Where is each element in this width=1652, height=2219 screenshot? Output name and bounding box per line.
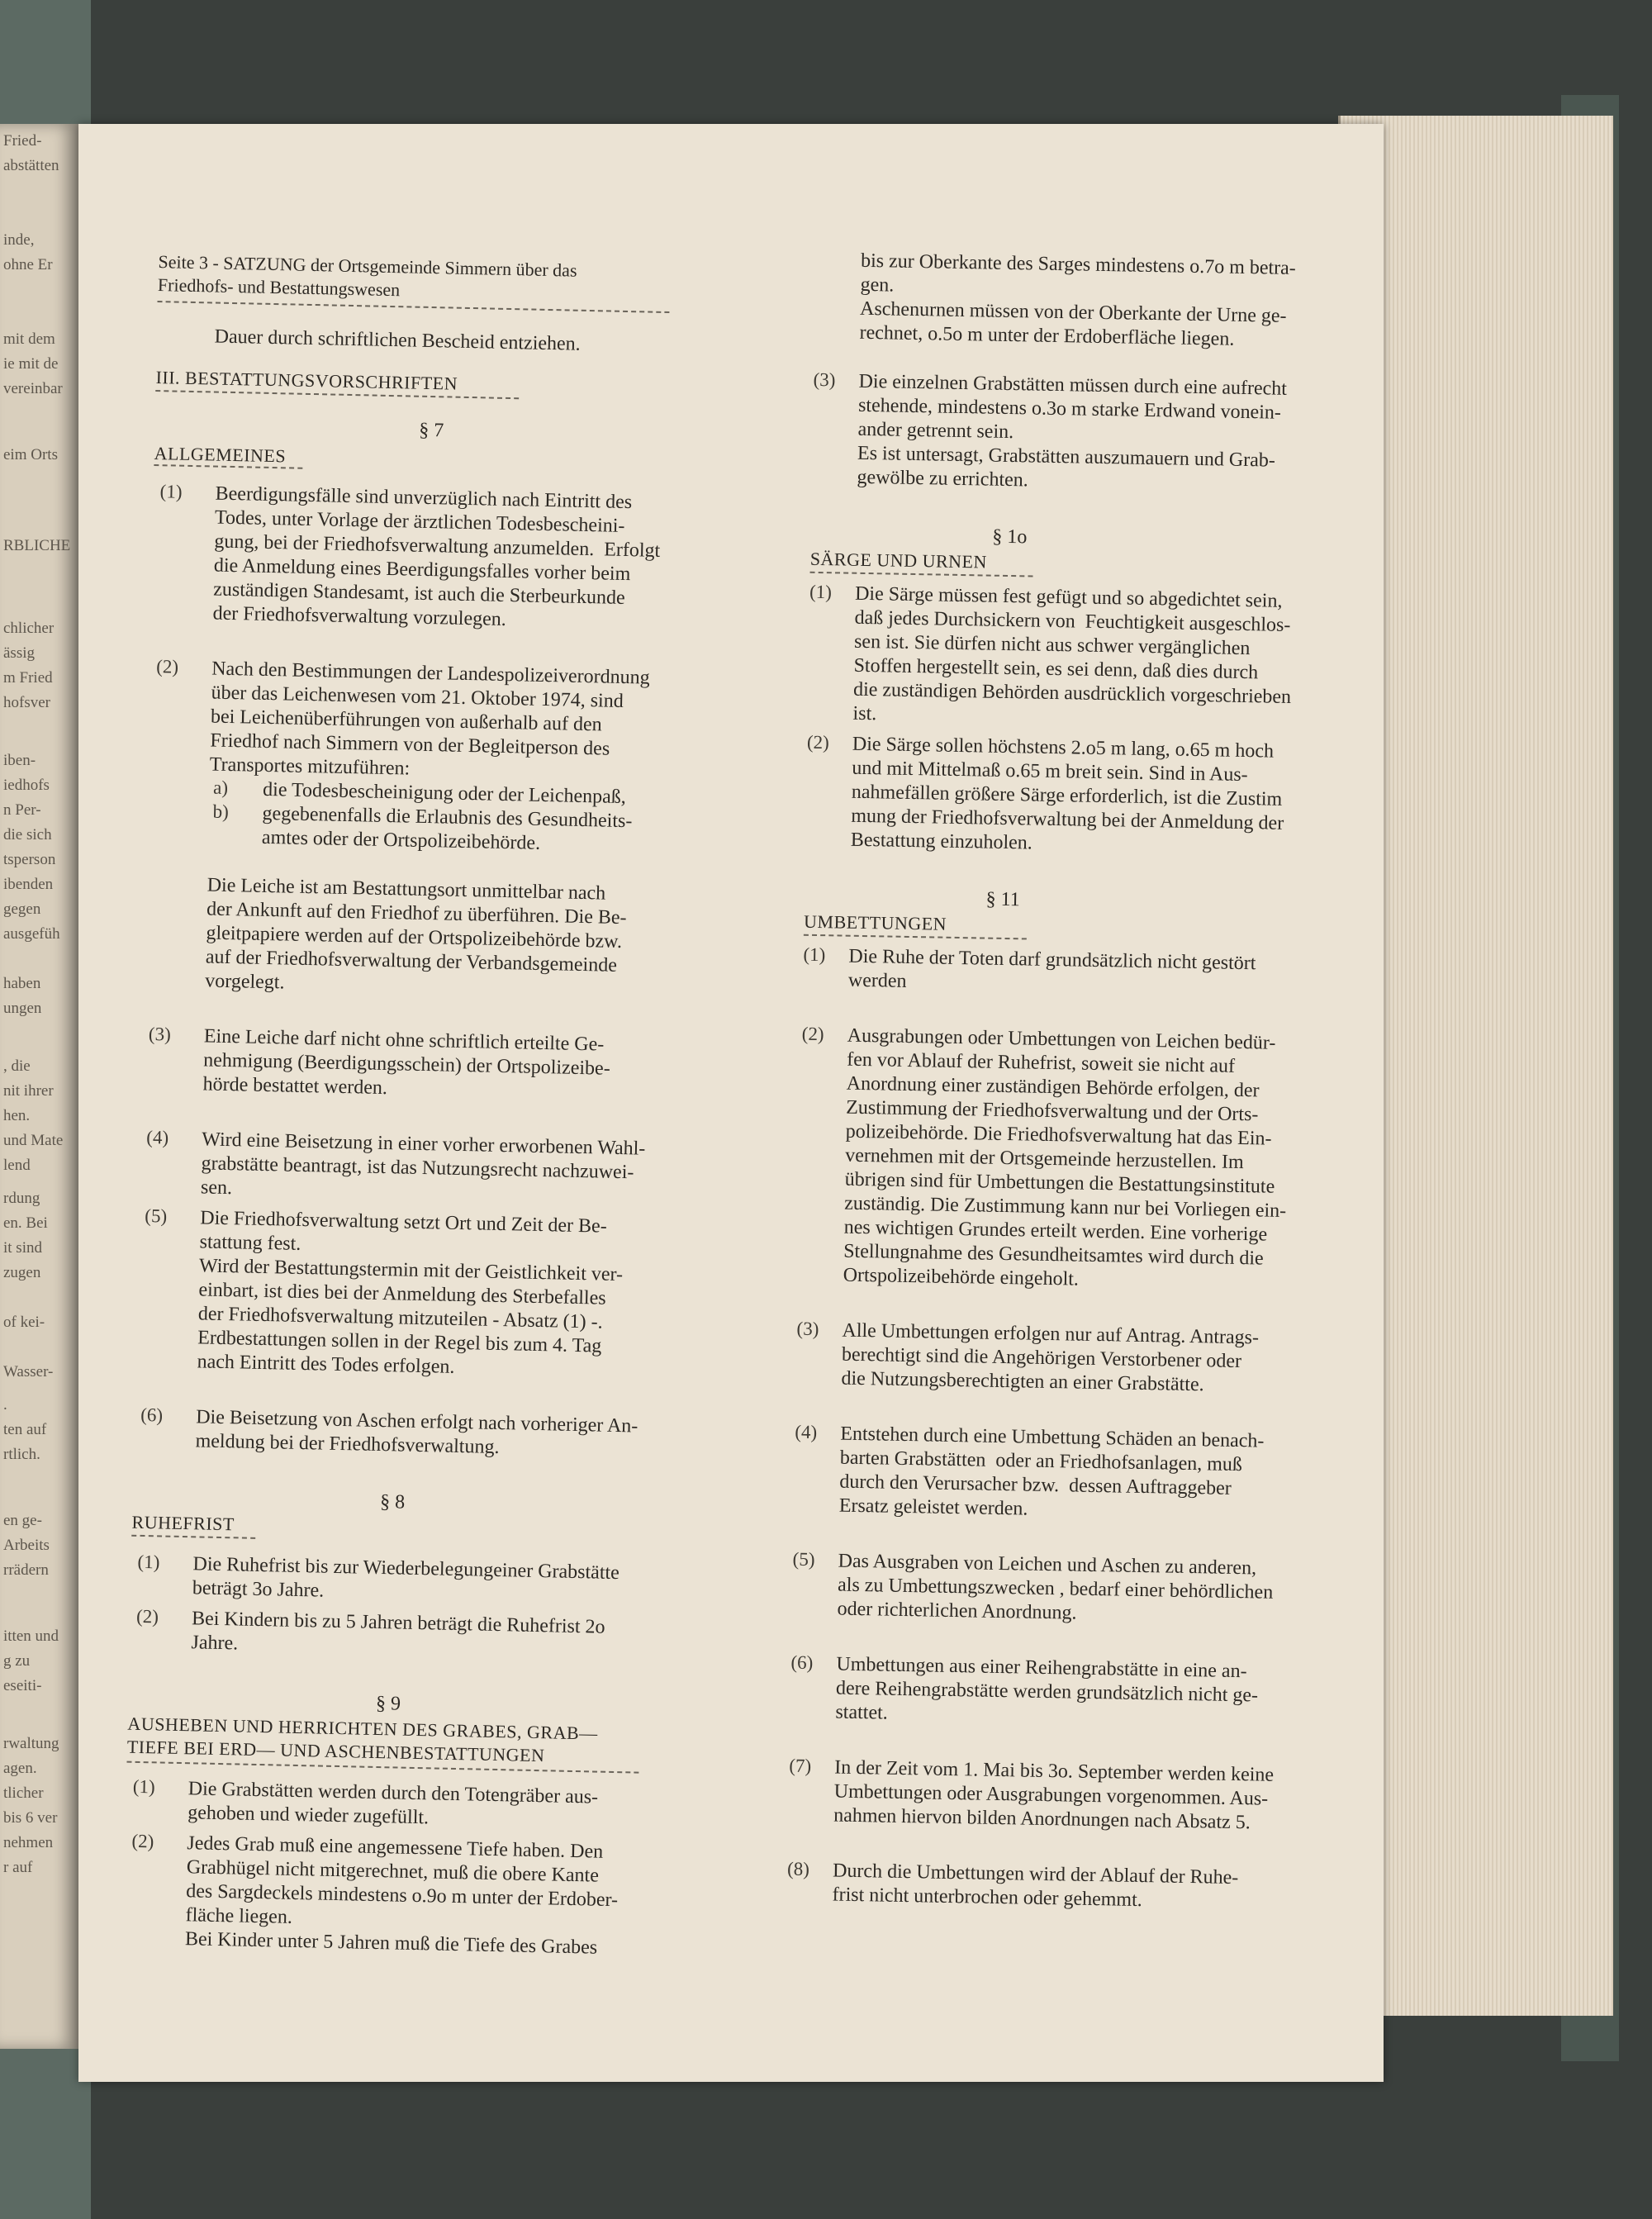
paragraph-line: der Friedhofsverwaltung vorzulegen. bbox=[212, 602, 507, 630]
paragraph-line: Bei Kindern bis zu 5 Jahren beträgt die Ruhefrist 2o bbox=[191, 1608, 605, 1638]
paragraph-line: sen ist. Sie dürfen nicht aus schwer vergänglichen bbox=[853, 630, 1251, 660]
left-column bbox=[78, 124, 772, 2082]
paragraph-line: Die Friedhofsverwaltung setzt Ort und Zeit der Be- bbox=[200, 1207, 607, 1238]
paragraph-number: (7) bbox=[789, 1755, 812, 1777]
paragraph-line: Umbettungen oder Ausgrabungen vorgenommen. Aus- bbox=[833, 1780, 1269, 1810]
paragraph-line: Die Ruhe der Toten darf grundsätzlich nicht gestört bbox=[848, 945, 1256, 975]
left-page-text: itten und bbox=[3, 1627, 59, 1645]
paragraph-line: Anordnung einer zuständigen Behörde erfolgen, der bbox=[846, 1072, 1260, 1102]
left-page-text: ausgefüh bbox=[3, 925, 60, 943]
paragraph-line: Durch die Umbettungen wird der Ablauf der Ruhe- bbox=[832, 1860, 1239, 1889]
paragraph-line: Zustimmung der Friedhofsverwaltung und der Orts- bbox=[846, 1096, 1259, 1126]
left-page-text: of kei- bbox=[3, 1314, 45, 1331]
paragraph-line: einbart, ist dies bei der Anmeldung des Sterbefalles bbox=[198, 1279, 606, 1309]
paragraph-number: (6) bbox=[140, 1404, 164, 1426]
left-page-text: rtlich. bbox=[3, 1446, 40, 1463]
paragraph-line: Die Beisetzung von Aschen erfolgt nach vorheriger An- bbox=[195, 1406, 638, 1437]
left-page-text: zugen bbox=[3, 1264, 41, 1281]
paragraph-line: Das Ausgraben von Leichen und Aschen zu anderen, bbox=[838, 1550, 1257, 1580]
left-page-text: ohne Er bbox=[3, 256, 53, 273]
header-line: Friedhofs- und Bestattungswesen bbox=[157, 274, 401, 301]
left-page-text: abstätten bbox=[3, 157, 59, 174]
left-page-text: iben- bbox=[3, 752, 36, 769]
paragraph-line: Die Ruhefrist bis zur Wiederbelegungeiner Grabstätte bbox=[192, 1553, 620, 1585]
left-page-text: Arbeits bbox=[3, 1537, 50, 1554]
left-page-text: rrädern bbox=[3, 1561, 49, 1579]
paragraph-line: als zu Umbettungszwecken , bedarf einer behördlichen bbox=[837, 1574, 1274, 1604]
paragraph-line: fen vor Ablauf der Ruhefrist, soweit sie nicht auf bbox=[847, 1048, 1236, 1077]
left-page-text: chlicher bbox=[3, 620, 55, 637]
left-page-text: eim Orts bbox=[3, 446, 58, 463]
paragraph-line: durch den Verursacher bzw. dessen Auftraggeber bbox=[839, 1471, 1232, 1499]
paragraph-line: frist nicht unterbrochen oder gehemmt. bbox=[832, 1884, 1142, 1912]
paragraph-line: Friedhof nach Simmern von der Begleitperson des bbox=[210, 729, 610, 760]
left-page-text: RBLICHE bbox=[3, 537, 71, 554]
paragraph-line: polizeibehörde. Die Friedhofsverwaltung hat das Ein- bbox=[845, 1120, 1272, 1150]
left-page-text: ungen bbox=[3, 1000, 42, 1017]
document-page bbox=[78, 124, 1384, 2082]
paragraph-line: bis zur Oberkante des Sarges mindestens o.7o m betra- bbox=[860, 249, 1297, 279]
left-page-text: Wasser- bbox=[3, 1363, 54, 1380]
left-page-text: eseiti- bbox=[3, 1677, 42, 1694]
left-page-text: ten auf bbox=[3, 1421, 47, 1438]
paragraph-line: nes wichtigen Grundes erteilt werden. Eine vorherige bbox=[843, 1216, 1268, 1246]
paragraph-line: nahmefällen größere Särge erforderlich, ist die Zustim bbox=[851, 781, 1283, 810]
paragraph-line: stattet. bbox=[835, 1701, 889, 1724]
paragraph-line: Ersatz geleistet werden. bbox=[838, 1494, 1028, 1520]
section-title: UMBETTUNGEN bbox=[803, 910, 947, 934]
left-page-text: nehmen bbox=[3, 1834, 54, 1851]
paragraph-line: meldung bei der Friedhofsverwaltung. bbox=[195, 1430, 500, 1459]
paragraph-number: (5) bbox=[792, 1548, 815, 1570]
left-page-text: agen. bbox=[3, 1760, 37, 1777]
paragraph-line: Wird eine Beisetzung in einer vorher erworbenen Wahl- bbox=[202, 1129, 646, 1160]
paragraph-line: Stellungnahme des Gesundheitsamtes wird durch die bbox=[843, 1240, 1264, 1270]
left-page-text: iedhofs bbox=[3, 777, 50, 794]
paragraph-line: gehoben und wieder zugefüllt. bbox=[187, 1802, 430, 1829]
paragraph-line: bei Leichenüberführungen von außerhalb auf den bbox=[210, 706, 602, 736]
left-page-text: n Per- bbox=[3, 801, 41, 819]
paragraph-line: Bei Kinder unter 5 Jahren muß die Tiefe des Grabes bbox=[184, 1928, 598, 1959]
left-page-text: mit dem bbox=[3, 330, 55, 348]
chapter-heading: III. BESTATTUNGSVORSCHRIFTEN bbox=[155, 367, 458, 394]
paragraph-line: Jahre. bbox=[191, 1632, 239, 1655]
list-item: amtes oder der Ortspolizeibehörde. bbox=[261, 826, 541, 854]
left-page-text: tlicher bbox=[3, 1784, 44, 1802]
section-title: AUSHEBEN UND HERRICHTEN DES GRABES, GRAB— bbox=[127, 1713, 598, 1744]
paragraph-number: (2) bbox=[156, 656, 179, 677]
left-page-text: vereinbar bbox=[3, 380, 63, 397]
paragraph-line: gung, bei der Friedhofsverwaltung anzumelden. Erfolgt bbox=[214, 530, 661, 562]
document-body bbox=[78, 124, 1384, 2082]
paragraph-line: Ausgrabungen oder Umbettungen von Leichen bedür- bbox=[847, 1024, 1276, 1054]
list-label: a) bbox=[212, 777, 229, 798]
left-page-text: en. Bei bbox=[3, 1214, 48, 1232]
left-page-text: hofsver bbox=[3, 694, 50, 711]
left-page-text: rdung bbox=[3, 1190, 40, 1207]
paragraph-line: die Nutzungsberechtigten an einer Grabstätte. bbox=[841, 1367, 1204, 1396]
paragraph-number: (3) bbox=[796, 1318, 819, 1340]
header-rule bbox=[157, 301, 669, 313]
paragraph-line: Grabhügel nicht mitgerechnet, muß die obere Kante bbox=[186, 1856, 600, 1887]
left-page-text: nit ihrer bbox=[3, 1082, 54, 1100]
paragraph-line: nehmigung (Beerdigungsschein) der Ortspolizeibe- bbox=[203, 1049, 610, 1080]
section-title: TIEFE BEI ERD— UND ASCHENBESTATTUNGEN bbox=[126, 1736, 545, 1766]
paragraph-line: Die einzelnen Grabstätten müssen durch eine aufrecht bbox=[858, 370, 1288, 400]
paragraph-line: vorgelegt. bbox=[205, 970, 285, 994]
paragraph-line: Nach den Bestimmungen der Landespolizeiverordnung bbox=[211, 658, 650, 689]
left-page-text: inde, bbox=[3, 231, 35, 249]
paragraph-line: stattung fest. bbox=[199, 1231, 301, 1255]
left-page-text: it sind bbox=[3, 1239, 42, 1257]
paragraph-line: Aschenurnen müssen von der Oberkante der Urne ge- bbox=[859, 297, 1287, 327]
paragraph-number: (2) bbox=[801, 1023, 824, 1045]
paragraph-line: In der Zeit vom 1. Mai bis 3o. September werden keine bbox=[834, 1756, 1275, 1786]
paragraph-number: (3) bbox=[148, 1024, 172, 1045]
left-page-text: ie mit de bbox=[3, 355, 59, 373]
list-label: b) bbox=[212, 801, 230, 822]
paragraph-line: zuständig. Die Zustimmung kann nur bei Vorliegen ein- bbox=[843, 1192, 1287, 1222]
paragraph-number: (6) bbox=[790, 1651, 814, 1674]
left-page-text: haben bbox=[3, 975, 41, 992]
paragraph-number: (1) bbox=[809, 581, 833, 603]
paragraph-line: ander getrennt sein. bbox=[857, 418, 1014, 444]
paragraph-line: Jedes Grab muß eine angemessene Tiefe haben. Den bbox=[187, 1832, 604, 1863]
paragraph-line: dere Reihengrabstätte werden grundsätzlich nicht ge- bbox=[835, 1677, 1259, 1707]
paragraph-line: Stoffen hergestellt sein, es sei denn, daß dies durch bbox=[853, 654, 1259, 684]
paragraph-line: mung der Friedhofsverwaltung bei der Anmeldung der bbox=[851, 805, 1284, 834]
paragraph-line: nahmen hiervon bilden Anordnungen nach Absatz 5. bbox=[833, 1804, 1251, 1834]
paragraph-line: beträgt 3o Jahre. bbox=[192, 1577, 325, 1602]
paragraph-line: berechtigt sind die Angehörigen Verstorbener oder bbox=[841, 1343, 1242, 1373]
paragraph-line: rechnet, o.5o m unter der Erdoberfläche liegen. bbox=[859, 321, 1235, 350]
left-page-text: , die bbox=[3, 1057, 31, 1075]
left-page-text: bis 6 ver bbox=[3, 1809, 58, 1827]
paragraph-line: grabstätte beantragt, ist das Nutzungsrecht nachzuwei- bbox=[201, 1152, 634, 1184]
paragraph-line: Bestattung einzuholen. bbox=[850, 829, 1033, 854]
left-page-text: und Mate bbox=[3, 1132, 64, 1149]
paragraph-line: ist. bbox=[852, 702, 877, 725]
paragraph-line: stehende, mindestens o.3o m starke Erdwand vonein- bbox=[857, 394, 1282, 424]
paragraph-number: (2) bbox=[131, 1830, 154, 1852]
paragraph-line: zuständigen Standesamt, ist auch die Sterbeurkunde bbox=[212, 578, 625, 609]
paragraph-number: (2) bbox=[135, 1605, 159, 1627]
paragraph-line: Umbettungen aus einer Reihengrabstätte in eine an- bbox=[836, 1653, 1247, 1683]
paragraph-line: Transportes mitzuführen: bbox=[209, 753, 411, 780]
paragraph-line: die zuständigen Behörden ausdrücklich vorgeschrieben bbox=[852, 678, 1292, 708]
list-item: gegebenenfalls die Erlaubnis des Gesundheits- bbox=[262, 802, 633, 833]
left-page-text: ässig bbox=[3, 644, 35, 662]
paragraph-number: (4) bbox=[795, 1421, 818, 1443]
left-page-text: die sich bbox=[3, 826, 52, 843]
left-page-text: tsperson bbox=[3, 851, 56, 868]
right-column bbox=[743, 124, 1379, 2082]
left-page-text: r auf bbox=[3, 1859, 33, 1876]
paragraph-line: Die Grabstätten werden durch den Totengräber aus- bbox=[188, 1778, 599, 1808]
paragraph-line: barten Grabstätten oder an Friedhofsanlagen, muß bbox=[839, 1447, 1243, 1476]
section-title: SÄRGE UND URNEN bbox=[809, 548, 988, 573]
section-title: RUHEFRIST bbox=[131, 1511, 235, 1535]
paragraph-line: Die Leiche ist am Bestattungsort unmittelbar nach bbox=[206, 874, 606, 905]
paragraph-number: (2) bbox=[806, 731, 829, 753]
paragraph-line: werden bbox=[847, 969, 907, 992]
paragraph-number: (1) bbox=[132, 1775, 155, 1798]
list-item: die Todesbescheinigung oder der Leichenpaß, bbox=[262, 778, 627, 809]
paragraph-line: Erdbestattungen sollen in der Regel bis zum 4. Tag bbox=[197, 1327, 602, 1357]
paragraph-number: (3) bbox=[813, 368, 836, 391]
paragraph-line: daß jedes Durchsickern von Feuchtigkeit ausgeschlos- bbox=[854, 606, 1291, 636]
paragraph-line: der Ankunft auf den Friedhof zu überführen. Die Be- bbox=[206, 898, 627, 929]
left-page-text: m Fried bbox=[3, 669, 53, 687]
paragraph-line: Beerdigungsfälle sind unverzüglich nach Eintritt des bbox=[215, 482, 633, 514]
paragraph-line: vernehmen mit der Ortsgemeinde herzustellen. Im bbox=[844, 1144, 1244, 1174]
paragraph-line: gewölbe zu errichten. bbox=[857, 466, 1028, 492]
heading-rule bbox=[131, 1535, 255, 1539]
left-page-text: g zu bbox=[3, 1652, 31, 1670]
left-page-text: hen. bbox=[3, 1107, 31, 1124]
section-number: § 7 bbox=[419, 419, 444, 442]
paragraph-line: gleitpapiere werden auf der Ortspolizeibehörde bzw. bbox=[206, 922, 623, 953]
paragraph-line: Todes, unter Vorlage der ärztlichen Todesbescheini- bbox=[214, 506, 625, 537]
paragraph-line: Es ist untersagt, Grabstätten auszumauern und Grab- bbox=[857, 442, 1276, 472]
paragraph-line: Entstehen durch eine Umbettung Schäden an benach- bbox=[840, 1423, 1265, 1452]
left-page-text: Fried- bbox=[3, 132, 42, 150]
paragraph-line: Die Särge sollen höchstens 2.o5 m lang, o.65 m hoch bbox=[852, 733, 1275, 763]
paragraph-line: hörde bestattet werden. bbox=[202, 1073, 388, 1100]
paragraph-line: auf der Friedhofsverwaltung der Verbandsgemeinde bbox=[205, 946, 618, 976]
left-page-text: . bbox=[3, 1396, 7, 1414]
paragraph-line: Die Särge müssen fest gefügt und so abgedichtet sein, bbox=[854, 582, 1283, 612]
paragraph-line: gen. bbox=[860, 273, 895, 297]
continued-line: Dauer durch schriftlichen Bescheid entziehen. bbox=[214, 325, 581, 355]
paragraph-line: des Sargdeckels mindestens o.9o m unter der Erdober- bbox=[185, 1880, 619, 1912]
left-page-text: gegen bbox=[3, 900, 41, 918]
paragraph-line: Alle Umbettungen erfolgen nur auf Antrag. Antrags- bbox=[842, 1319, 1260, 1349]
left-page-text: ibenden bbox=[3, 876, 54, 893]
paragraph-number: (1) bbox=[803, 943, 826, 966]
left-page-fragment bbox=[0, 124, 78, 2049]
section-title: ALLGEMEINES bbox=[154, 443, 287, 467]
paragraph-line: Eine Leiche darf nicht ohne schriftlich erteilte Ge- bbox=[203, 1025, 605, 1056]
paragraph-line: nach Eintritt des Todes erfolgen. bbox=[197, 1351, 455, 1378]
paragraph-number: (4) bbox=[146, 1126, 169, 1148]
section-number: § 9 bbox=[375, 1692, 401, 1715]
paragraph-number: (5) bbox=[145, 1205, 168, 1227]
section-number: § 1o bbox=[992, 525, 1028, 549]
left-page-text: rwaltung bbox=[3, 1735, 59, 1752]
paragraph-line: Wird der Bestattungstermin mit der Geistlichkeit ver- bbox=[198, 1255, 624, 1286]
header-line: Seite 3 - SATZUNG der Ortsgemeinde Simmern über das bbox=[158, 251, 577, 281]
paragraph-number: (1) bbox=[159, 481, 183, 502]
section-number: § 8 bbox=[379, 1491, 406, 1513]
left-page-text: lend bbox=[3, 1157, 31, 1174]
paragraph-line: und mit Mittelmaß o.65 m breit sein. Sind in Aus- bbox=[852, 757, 1248, 786]
section-number: § 11 bbox=[985, 888, 1020, 911]
paragraph-number: (1) bbox=[137, 1551, 160, 1573]
paragraph-line: oder richterlichen Anordnung. bbox=[837, 1598, 1077, 1624]
paragraph-line: die Anmeldung eines Beerdigungsfalles vorher beim bbox=[213, 554, 631, 586]
paragraph-line: sen. bbox=[200, 1176, 233, 1200]
left-page-text: en ge- bbox=[3, 1512, 42, 1529]
paragraph-line: übrigen sind für Umbettungen die Bestattungsinstitute bbox=[844, 1168, 1275, 1198]
paragraph-line: über das Leichenwesen vom 21. Oktober 1974, sind bbox=[211, 682, 624, 712]
paragraph-line: der Friedhofsverwaltung mitzuteilen - Absatz (1) -. bbox=[197, 1303, 603, 1333]
paragraph-line: Ortspolizeibehörde eingeholt. bbox=[843, 1264, 1080, 1290]
paragraph-line: fläche liegen. bbox=[185, 1904, 293, 1928]
paragraph-number: (8) bbox=[786, 1858, 810, 1880]
